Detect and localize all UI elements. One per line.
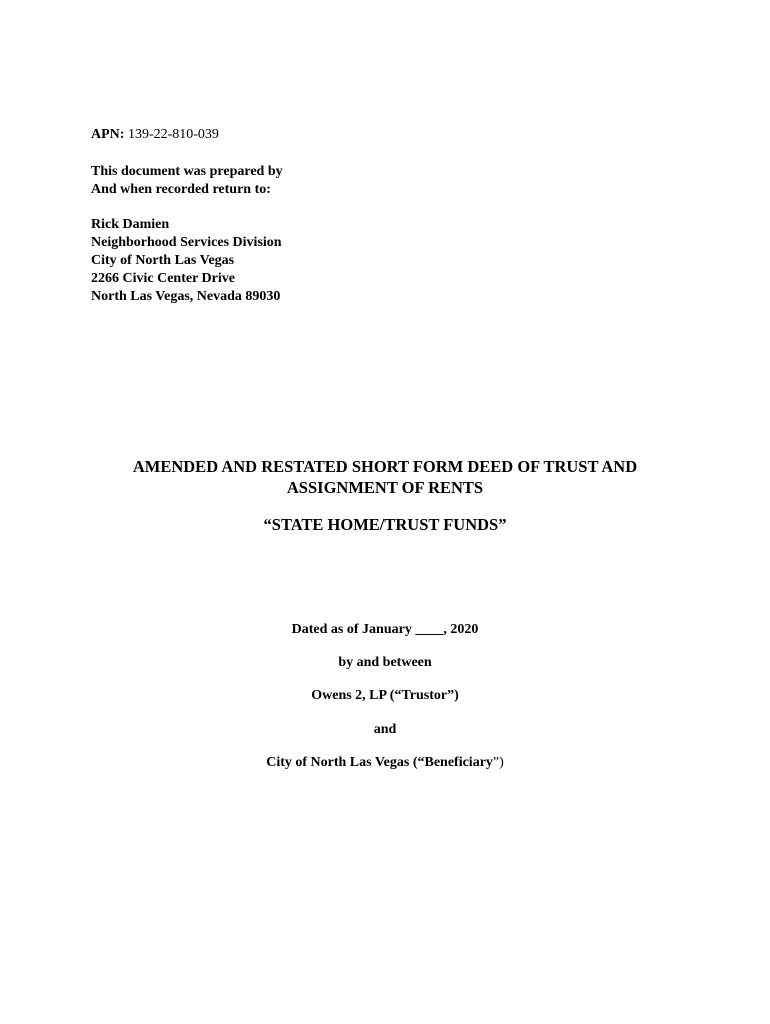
return-name: Rick Damien xyxy=(91,217,170,232)
return-city: City of North Las Vegas xyxy=(91,253,235,268)
beneficiary-label: Beneficiary xyxy=(424,755,493,770)
apn-line xyxy=(91,126,219,144)
dated-line: Dated as of January ____, 2020 xyxy=(291,622,479,637)
and-line: and xyxy=(373,722,397,737)
return-division: Neighborhood Services Division xyxy=(91,235,282,250)
apn-label: APN: xyxy=(91,127,125,142)
beneficiary-suffix: ”) xyxy=(492,755,504,770)
prepared-by-line-2: And when recorded return to: xyxy=(91,182,271,197)
return-street: 2266 Civic Center Drive xyxy=(91,271,235,286)
document-title-line-2: ASSIGNMENT OF RENTS xyxy=(286,478,484,497)
beneficiary-prefix: City of North Las Vegas (“ xyxy=(266,755,425,770)
apn-value: 139-22-810-039 xyxy=(124,127,219,142)
return-city-state-zip: North Las Vegas, Nevada 89030 xyxy=(91,289,281,304)
document-subtitle: “STATE HOME/TRUST FUNDS” xyxy=(263,515,507,534)
trustor-line: Owens 2, LP (“Trustor”) xyxy=(311,688,459,703)
prepared-by-line-1: This document was prepared by xyxy=(91,164,283,179)
document-title-line-1: AMENDED AND RESTATED SHORT FORM DEED OF TRUST AND xyxy=(132,457,638,476)
beneficiary-line xyxy=(0,754,770,772)
by-and-between: by and between xyxy=(338,655,432,670)
